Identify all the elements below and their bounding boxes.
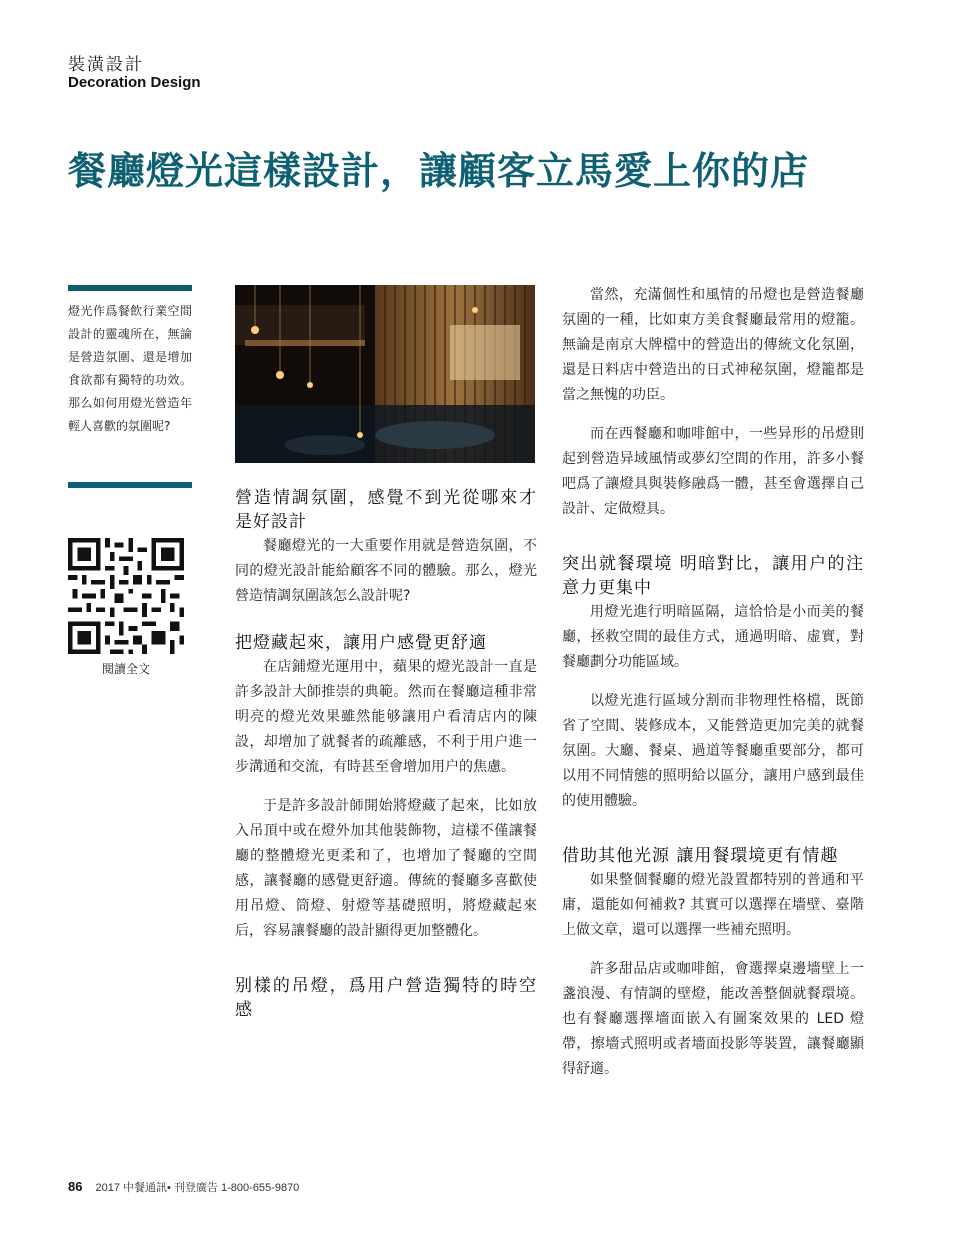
paragraph: 餐廳燈光的一大重要作用就是營造氛圍，不同的燈光設計能給顧客不同的體驗。那么，燈光營造情調氛圍該怎么設計呢?: [235, 538, 537, 604]
intro-bottom-bar: [68, 482, 192, 488]
paragraph: 而在西餐廳和咖啡館中，一些异形的吊燈則起到營造异域風情或夢幻空間的作用，許多小餐吧爲了讓燈具與裝修融爲一體，甚至會選擇自己設計、定做燈具。: [562, 426, 864, 517]
restaurant-photo: [235, 285, 535, 463]
heading-contrast: 突出就餐環境 明暗對比，讓用户的注意力更集中: [562, 554, 864, 598]
paragraph: 許多甜品店或咖啡館，會選擇桌邊墻壁上一盞浪漫、有情調的壁燈，能改善整個就餐環境。也有餐廳選擇墻面嵌入有圖案效果的 LED 燈帶，擦墻式照明或者墻面投影等裝置，讓餐廳顯得舒適。: [562, 961, 864, 1077]
heading-pendant-lamps: 别樣的吊燈，爲用户營造獨特的時空感: [235, 976, 537, 1020]
paragraph: 用燈光進行明暗區隔，這恰恰是小而美的餐廳，拯救空間的最佳方式，通過明暗、虚實，對餐廳劃分功能區域。: [562, 604, 864, 670]
paragraph: 在店鋪燈光運用中，蘋果的燈光設計一直是許多設計大師推崇的典範。然而在餐廳這種非常明亮的燈光效果雖然能够讓用户看清店内的陳設，却增加了就餐者的疏離感，不利于用户進一步溝通和交流，有時甚至會增加用户的焦慮。: [235, 659, 537, 775]
heading-ambience: 營造情調氛圍，感覺不到光從哪來才是好設計: [235, 488, 537, 532]
footer-info: 2017 中餐通訊• 刊登廣告 1-800-655-9870: [95, 1182, 300, 1194]
page-footer: [68, 1179, 299, 1195]
qr-label: 閱讀全文: [101, 662, 150, 676]
heading-hide-lights: 把燈藏起來，讓用户感覺更舒適: [235, 633, 487, 653]
intro-text: 燈光作爲餐飲行業空間設計的靈魂所在，無論是營造氛圍、還是增加食欲都有獨特的功效。那么如何用燈光營造年輕人喜歡的氛圍呢?: [68, 304, 192, 433]
page-number: 86: [68, 1179, 83, 1194]
section-label-cn: 裝潢設計: [68, 55, 144, 75]
paragraph: 當然，充滿個性和風情的吊燈也是營造餐廳氛圍的一種，比如東方美食餐廳最常用的燈籠。無論是南京大牌檔中的營造出的傳統文化氛圍，還是日料店中營造出的日式神秘氛圍，燈籠都是當之無愧的功臣。: [562, 287, 864, 403]
column-right: [562, 283, 864, 1082]
heading-other-lights: 借助其他光源 讓用餐環境更有情趣: [562, 846, 839, 866]
paragraph: 以燈光進行區域分割而非物理性格檔，既節省了空間、裝修成本，又能營造更加完美的就餐氛圍。大廳、餐桌、過道等餐廳重要部分，都可以用不同情態的照明給以區分，讓用户感到最佳的使用體驗。: [562, 693, 864, 809]
intro-top-bar: [68, 285, 192, 291]
section-label-en: Decoration Design: [68, 74, 201, 91]
column-middle: [235, 486, 537, 1022]
paragraph: 于是許多設計師開始將燈藏了起來，比如放入吊頂中或在燈外加其他裝飾物，這樣不僅讓餐廳的整體燈光更柔和了，也增加了餐廳的空間感，讓餐廳的感覺更舒適。傳統的餐廳多喜歡使用吊燈、筒燈、射燈等基礎照明，將燈藏起來后，容易讓餐廳的設計顯得更加整體化。: [235, 798, 537, 939]
paragraph: 如果整個餐廳的燈光設置都特别的普通和平庸，還能如何補救? 其實可以選擇在墻壁、臺階上做文章，還可以選擇一些補充照明。: [562, 872, 864, 938]
article-title: 餐廳燈光這樣設計，讓顧客立馬愛上你的店: [68, 148, 810, 193]
qr-code-icon[interactable]: [68, 538, 184, 654]
